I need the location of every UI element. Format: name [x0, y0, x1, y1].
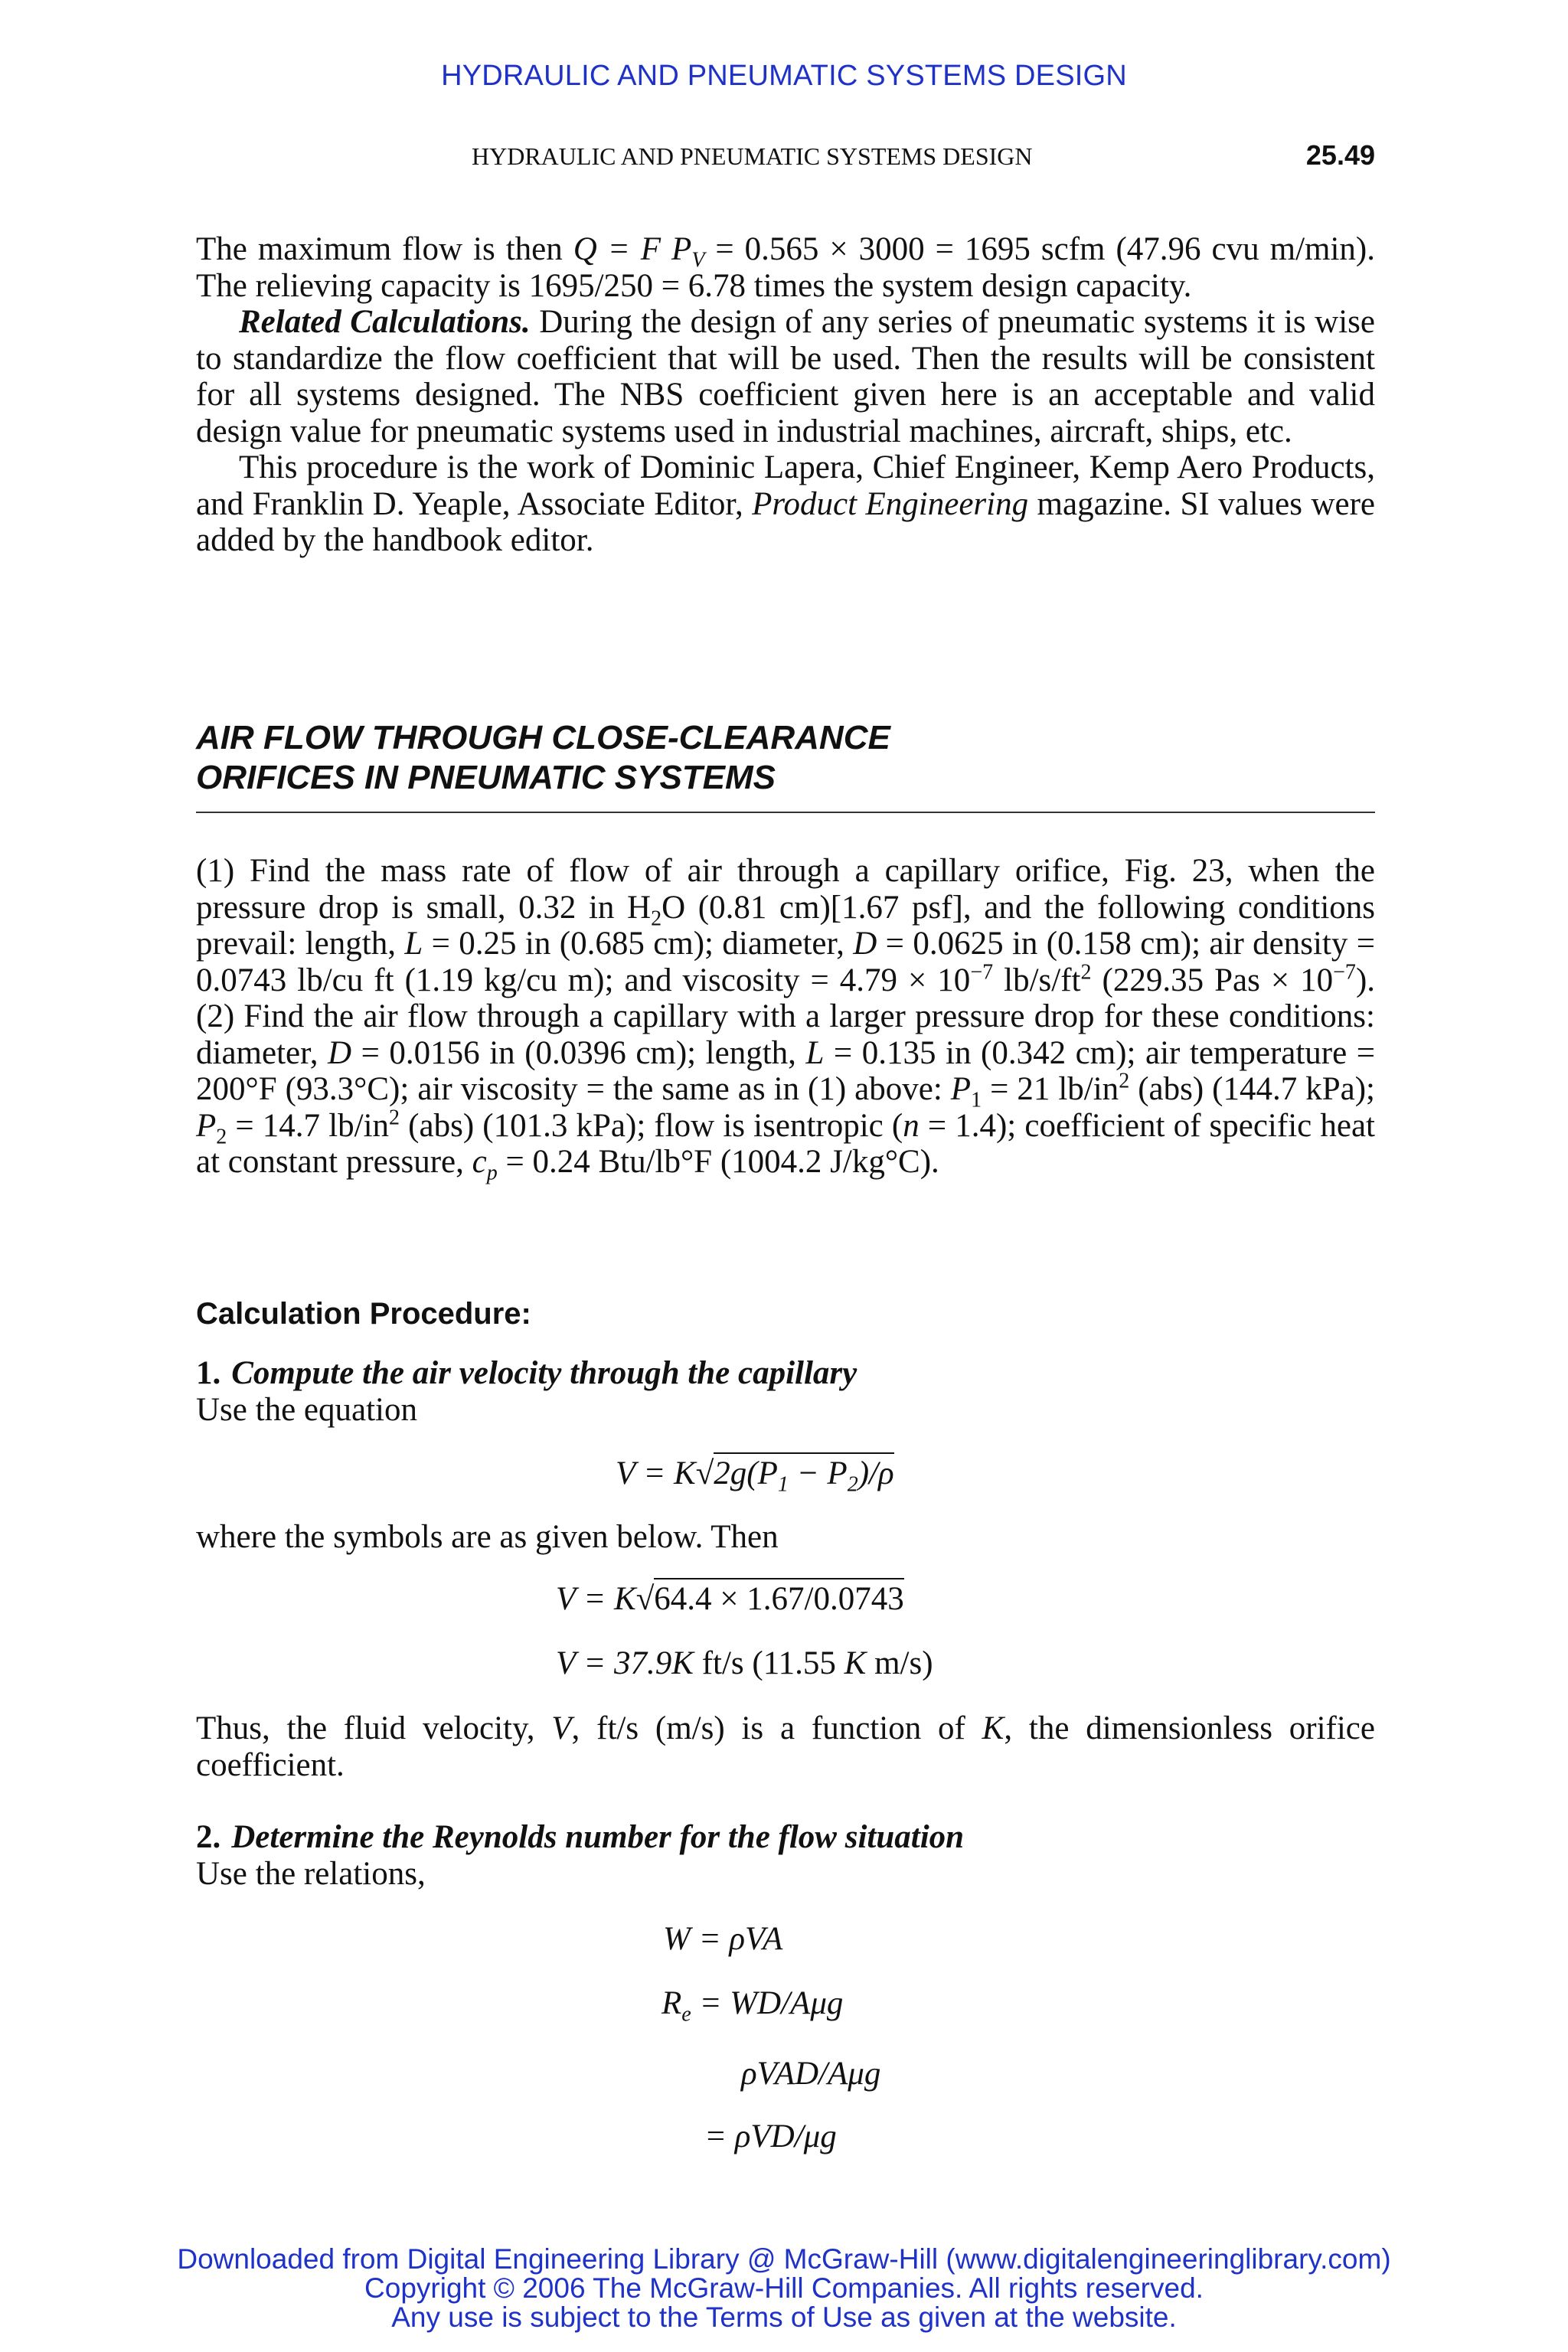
section-heading: AIR FLOW THROUGH CLOSE-CLEARANCE ORIFICES IN PNEUMATIC SYSTEMS — [196, 719, 890, 796]
footer-terms: Any use is subject to the Terms of Use as given at the website. — [391, 2301, 1177, 2333]
step-1-intro: Use the equation — [196, 1392, 417, 1428]
equation-reynolds-simplified: = ρVD/μg — [704, 2118, 837, 2154]
top-banner: HYDRAULIC AND PNEUMATIC SYSTEMS DESIGN — [441, 60, 1127, 92]
credit-paragraph: This procedure is the work of Dominic Lapera, Chief Engineer, Kemp Aero Products, and Franklin D. Yeaple, Associate Editor, Product Engineering magazine. SI values were added by the handbook editor. — [196, 449, 1375, 558]
section-rule — [196, 812, 1375, 813]
related-calculations-paragraph: Related Calculations. During the design of any series of pneumatic systems it is wise to standardize the flow coefficient that will be used. Then the results will be consistent for all systems designed. The NBS coefficient given here is an acceptable and valid design value for pneumatic systems used in industrial machines, aircraft, ships, etc. — [196, 304, 1375, 449]
equation-reynolds: $R_e = WD/A\mu g$ — [662, 1985, 844, 2027]
equation-velocity-result: V = 37.9K ft/s (11.55 K m/s) — [556, 1645, 933, 1681]
problem-paragraph: (1) Find the mass rate of flow of air through a capillary orifice, Fig. 23, when the pressure drop is small, 0.32 in $H_2O$ (0.81 cm)[1.67 psf], and the following conditions prevail: length, L = 0.25 in (0.685 cm); diameter, D = 0.0625 in (0.158 cm); air density = 0.0743 lb/cu ft (1.19 kg/cu m); and viscosity = $4.79 \times 10^{-7}$ $lb/s/ft^2$ (229.35 Pas × $10^{-7}$). (2) Find the air flow through a capillary with a larger pressure drop for these conditions: diameter, D = 0.0156 in (0.0396 cm); length, L = 0.135 in (0.342 cm); air temperature = 200°F (93.3°C); air viscosity = the same as in (1) above: $P_1 = 21$ $lb/in^2$ (abs) (144.7 kPa); $P_2 = 14.7$ $lb/in^2$ (abs) (101.3 kPa); flow is isentropic (n = 1.4); coefficient of specific heat at constant pressure, $c_p = 0.24$ Btu/lb°F (1004.2 J/kg°C). — [196, 853, 1376, 1185]
running-head — [196, 139, 1375, 179]
footer-copyright: Copyright © 2006 The McGraw-Hill Companies. All rights reserved. — [364, 2272, 1204, 2304]
equation-mass-flow: W = ρVA — [663, 1921, 783, 1957]
page-number: 25.49 — [1305, 139, 1375, 171]
where-text: where the symbols are as given below. Then — [196, 1519, 779, 1555]
calculation-procedure-heading: Calculation Procedure: — [196, 1297, 531, 1331]
equation-velocity-numeric: V = K√64.4 × 1.67/0.0743 — [556, 1580, 904, 1619]
intro-paragraph-1: The maximum flow is then Q = F $P_V = 0.565 \times 3000 = 1695$ scfm (47.96 cvu m/min). The relieving capacity is 1695/250 = 6.78 times the system design capacity. — [196, 231, 1375, 304]
velocity-conclusion: Thus, the fluid velocity, V, ft/s (m/s) is a function of K, the dimensionless orifice coefficient. — [196, 1710, 1375, 1783]
step-2-heading: 2. Determine the Reynolds number for the flow situation — [196, 1819, 965, 1855]
footer — [0, 2245, 1568, 2332]
problem-statement — [196, 853, 1376, 1185]
step-1-heading: 1. Compute the air velocity through the capillary — [196, 1355, 858, 1391]
equation-velocity: $V = K√2g(P_1 - P_2)/\rho$ — [616, 1455, 894, 1493]
step-2-intro: Use the relations, — [196, 1856, 426, 1892]
footer-download-link[interactable]: Downloaded from Digital Engineering Library @ McGraw-Hill (www.digitalengineeringlibrary.com) — [177, 2243, 1391, 2275]
intro-text — [196, 231, 1375, 559]
running-head-title: HYDRAULIC AND PNEUMATIC SYSTEMS DESIGN — [472, 142, 1033, 170]
equation-reynolds-expanded: ρVAD/Aμg — [741, 2056, 881, 2092]
